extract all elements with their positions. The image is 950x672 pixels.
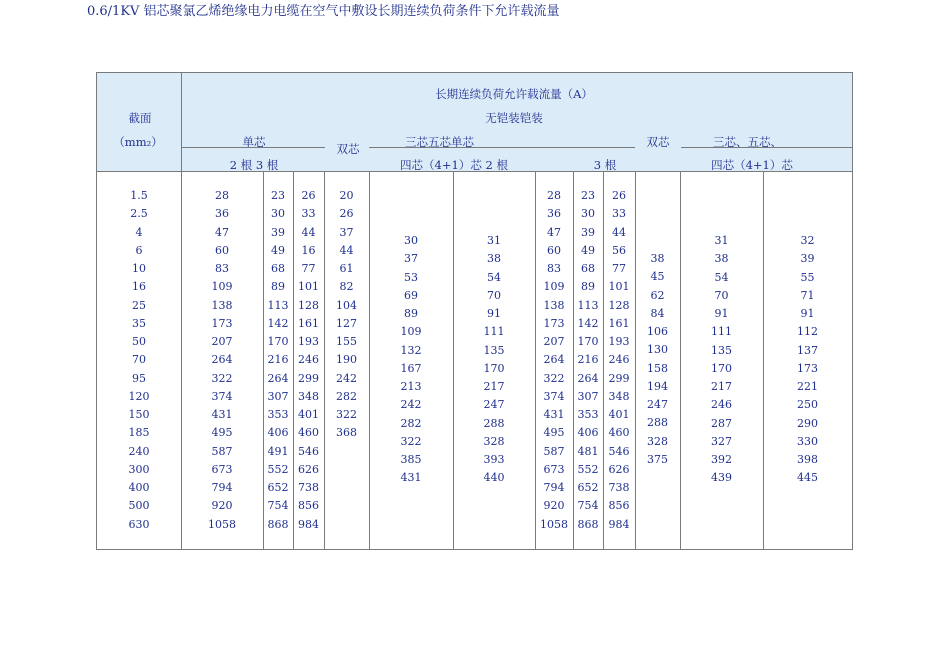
table-cell: 240 [128,444,150,458]
table-cell: 193 [298,335,319,348]
column-armored-3 [603,187,635,534]
table-cell: 217 [483,380,505,393]
table-cell: 135 [483,343,505,357]
table-cell: 71 [800,288,815,302]
table-cell: 856 [298,499,319,513]
table-cell: 113 [267,298,289,312]
table-cell: 23 [581,189,595,202]
table-cell: 1058 [540,517,568,531]
table-cell: 401 [298,408,319,421]
table-cell: 37 [339,225,354,239]
table-cell: 30 [404,234,418,247]
table-cell: 120 [128,389,150,403]
table-cell: 495 [211,426,233,440]
column-armored-dual [635,250,680,469]
table-cell: 673 [543,462,565,476]
table-cell: 68 [581,262,595,275]
table-cell: 60 [215,243,229,257]
table-cell: 216 [577,353,599,367]
table-cell: 440 [483,471,505,485]
table-cell: 44 [339,243,354,257]
table-cell: 216 [267,353,289,367]
table-cell: 353 [267,408,289,421]
divider [181,147,325,148]
table-cell: 587 [211,444,233,458]
four-core-2-label: 四芯（4+1）芯 2 根 [400,158,508,172]
table-cell: 322 [211,371,233,385]
table-cell: 856 [608,499,630,513]
table-cell: 130 [647,343,668,357]
table-cell: 54 [487,270,501,284]
table-cell: 33 [612,207,626,221]
two-three-roots-label: 2 根 3 根 [229,158,279,172]
table-cell: 247 [483,398,505,412]
divider [369,147,635,148]
table-cell: 2.5 [130,207,148,221]
column-section [97,187,181,534]
table-cell: 398 [797,453,818,466]
table-cell: 161 [608,316,630,330]
column-armored-1 [535,187,573,534]
three-five-right-label: 三芯、五芯、 [713,135,782,149]
table-cell: 794 [543,481,565,494]
table-cell: 83 [215,262,229,275]
table-cell: 246 [608,353,630,367]
table-cell: 55 [800,270,815,284]
table-cell: 25 [132,298,146,312]
table-cell: 45 [650,270,665,284]
table-cell: 246 [298,353,319,367]
table-cell: 35 [132,316,146,330]
table-cell: 26 [612,189,626,202]
table-cell: 83 [547,262,561,275]
table-cell: 307 [267,389,289,403]
table-cell: 49 [581,243,595,257]
table-cell: 16 [132,280,146,294]
table-cell: 193 [608,335,630,348]
table-cell: 322 [400,434,422,448]
dual-core-label: 双芯 [336,142,360,156]
table-cell: 36 [547,207,561,221]
column-dual [324,187,369,443]
table-cell: 69 [404,288,418,302]
table-cell: 288 [647,416,668,430]
table-cell: 264 [267,371,289,385]
divider [681,147,852,148]
table-cell: 300 [128,462,150,476]
table-header [97,73,852,172]
table-cell: 213 [400,380,422,393]
table-cell: 44 [301,225,316,239]
table-cell: 138 [543,298,565,312]
table-cell: 330 [797,434,818,448]
column-armored-four-a [680,232,763,488]
divider [181,73,182,171]
table-cell: 546 [298,444,319,458]
table-cell: 89 [581,280,595,294]
table-cell: 28 [215,189,229,202]
table-cell: 101 [608,280,630,294]
table-cell: 652 [577,481,599,494]
header-main: 长期连续负荷允许载流量（A） [435,87,593,101]
table-cell: 431 [543,408,565,421]
table-cell: 264 [543,353,565,367]
table-cell: 322 [543,371,565,385]
table-cell: 39 [800,252,815,266]
table-cell: 348 [298,389,319,403]
table-cell: 552 [577,462,599,476]
table-cell: 546 [608,444,630,458]
table-cell: 288 [483,416,505,430]
table-cell: 26 [301,189,316,202]
table-cell: 185 [128,426,150,440]
table-cell: 984 [298,517,319,531]
table-cell: 135 [711,343,732,357]
table-cell: 375 [647,452,668,466]
table-cell: 868 [267,517,289,531]
table-cell: 4 [135,225,143,239]
table-cell: 36 [215,207,229,221]
table-cell: 754 [577,499,599,513]
table-cell: 374 [543,389,565,403]
table-cell: 247 [647,398,668,411]
table-cell: 37 [404,252,418,266]
table-cell: 1058 [208,517,236,531]
three-roots-label: 3 根 [593,158,617,172]
table-cell: 282 [400,416,422,430]
table-cell: 920 [211,499,233,513]
single-core-label: 单芯 [242,135,266,149]
table-cell: 38 [650,252,665,265]
table-cell: 39 [271,225,285,239]
table-cell: 91 [714,307,729,320]
table-cell: 328 [483,434,505,448]
table-cell: 460 [298,426,319,440]
table-cell: 49 [271,243,285,257]
table-cell: 111 [483,325,505,339]
column-single-3 [263,187,293,534]
table-cell: 673 [211,462,233,476]
table-cell: 31 [487,234,501,247]
table-cell: 630 [128,517,150,531]
table-cell: 68 [271,262,285,275]
table-cell: 89 [271,280,285,294]
table-cell: 431 [211,408,233,421]
table-cell: 30 [581,207,595,221]
table-cell: 84 [650,306,665,320]
table-cell: 385 [400,453,422,466]
table-cell: 173 [797,361,818,375]
table-cell: 39 [581,225,595,239]
table-cell: 495 [543,426,565,440]
column-three-five-a [369,232,453,488]
table-cell: 738 [298,481,319,494]
table-cell: 194 [647,379,668,393]
table-cell: 50 [132,335,146,348]
table-cell: 91 [487,307,501,320]
page-title: 0.6/1KV 铝芯聚氯乙烯绝缘电力电缆在空气中敷设长期连续负荷条件下允许载流量 [87,4,560,19]
table-cell: 374 [211,389,233,403]
column-single-2 [181,187,263,534]
table-cell: 70 [132,353,146,367]
table-cell: 155 [336,335,357,348]
section-label: 截面 [128,111,152,125]
table-cell: 170 [711,361,732,375]
table-cell: 868 [577,517,599,531]
table-cell: 170 [267,335,289,348]
table-cell: 70 [487,288,501,302]
dual-core-label-2: 双芯 [646,135,670,149]
table-cell: 6 [135,243,143,257]
table-cell: 439 [711,471,732,485]
header-sub: 无铠装铠装 [485,111,543,125]
table-cell: 445 [797,471,818,485]
table-cell: 299 [608,371,630,385]
table-cell: 101 [298,280,319,294]
table-cell: 127 [336,316,357,330]
table-cell: 173 [211,316,233,330]
table-cell: 242 [336,371,357,385]
table-cell: 246 [711,398,732,412]
table-cell: 91 [800,307,815,320]
table-cell: 16 [301,243,316,257]
table-cell: 626 [608,462,630,476]
table-cell: 112 [797,325,818,339]
table-cell: 53 [404,270,418,284]
table-cell: 142 [267,316,289,330]
table-cell: 33 [301,207,316,221]
table-cell: 95 [132,371,146,385]
table-cell: 47 [215,225,229,239]
table-cell: 401 [608,408,630,421]
table-cell: 44 [612,225,626,239]
table-cell: 287 [711,416,732,430]
table-cell: 170 [483,361,505,375]
table-cell: 754 [267,499,289,513]
table-cell: 138 [211,298,233,312]
table-cell: 170 [577,335,599,348]
table-cell: 28 [547,189,561,202]
table-cell: 500 [128,499,150,513]
column-three-five-b [453,232,535,488]
table-cell: 328 [647,434,668,448]
four-core-right-label: 四芯（4+1）芯 [711,158,793,172]
table-cell: 348 [608,389,630,403]
table-cell: 38 [714,252,729,266]
column-armored-four-b [763,232,852,488]
table-cell: 431 [400,471,422,485]
table-cell: 190 [336,353,357,367]
table-cell: 400 [128,481,150,494]
table-cell: 264 [577,371,599,385]
table-cell: 106 [647,325,668,338]
table-cell: 109 [400,325,422,339]
table-cell: 10 [132,262,146,275]
table-cell: 38 [487,252,501,266]
table-cell: 264 [211,353,233,367]
column-single-3b [293,187,324,534]
table-cell: 406 [267,426,289,440]
table-cell: 552 [267,462,289,476]
section-unit: （mm₂） [113,135,163,149]
table-cell: 109 [543,280,565,294]
table-cell: 207 [543,335,565,348]
table-cell: 652 [267,481,289,494]
three-five-single-label: 三芯五芯单芯 [405,135,474,149]
table-cell: 30 [271,207,285,221]
table-cell: 128 [298,298,319,312]
table-cell: 460 [608,426,630,440]
table-cell: 282 [336,389,357,403]
table-cell: 150 [128,408,150,421]
table-cell: 307 [577,389,599,403]
column-armored-2 [573,187,603,534]
table-cell: 587 [543,444,565,458]
table-cell: 353 [577,408,599,421]
table-cell: 299 [298,371,319,385]
table-cell: 104 [336,298,357,312]
table-cell: 132 [400,343,422,357]
table-cell: 217 [711,380,732,393]
table-cell: 794 [211,481,233,494]
table-cell: 242 [400,398,422,412]
table-cell: 77 [612,262,626,275]
table-cell: 111 [711,325,732,339]
table-cell: 984 [608,517,630,531]
table-cell: 393 [483,453,505,466]
table-cell: 113 [577,298,599,312]
table-cell: 82 [339,280,354,294]
table-cell: 491 [267,444,289,458]
table-cell: 290 [797,416,818,430]
table-cell: 158 [647,361,668,375]
table-cell: 20 [339,189,354,202]
table-cell: 738 [608,481,630,494]
table-cell: 327 [711,434,732,448]
table-cell: 368 [336,426,357,440]
table-cell: 406 [577,426,599,440]
table-cell: 62 [650,288,665,302]
table-cell: 142 [577,316,599,330]
table-cell: 392 [711,453,732,466]
table-cell: 60 [547,243,561,257]
table-cell: 173 [543,316,565,330]
table-cell: 77 [301,262,316,275]
table-cell: 32 [800,234,815,247]
table-cell: 481 [577,444,599,458]
table-cell: 26 [339,207,354,221]
table-cell: 70 [714,288,729,302]
table-cell: 250 [797,398,818,412]
table-cell: 31 [714,234,729,247]
table-cell: 23 [271,189,285,202]
ampacity-table [96,72,853,550]
table-cell: 47 [547,225,561,239]
table-cell: 167 [400,361,422,375]
table-cell: 626 [298,462,319,476]
table-cell: 161 [298,316,319,330]
table-cell: 137 [797,343,818,357]
table-cell: 56 [612,243,626,257]
table-cell: 322 [336,408,357,421]
table-cell: 61 [339,262,354,275]
table-cell: 1.5 [130,189,148,202]
table-cell: 89 [404,307,418,320]
table-cell: 221 [797,380,818,393]
table-cell: 920 [543,499,565,513]
table-cell: 207 [211,335,233,348]
table-cell: 109 [211,280,233,294]
table-cell: 128 [608,298,630,312]
table-cell: 54 [714,270,729,284]
